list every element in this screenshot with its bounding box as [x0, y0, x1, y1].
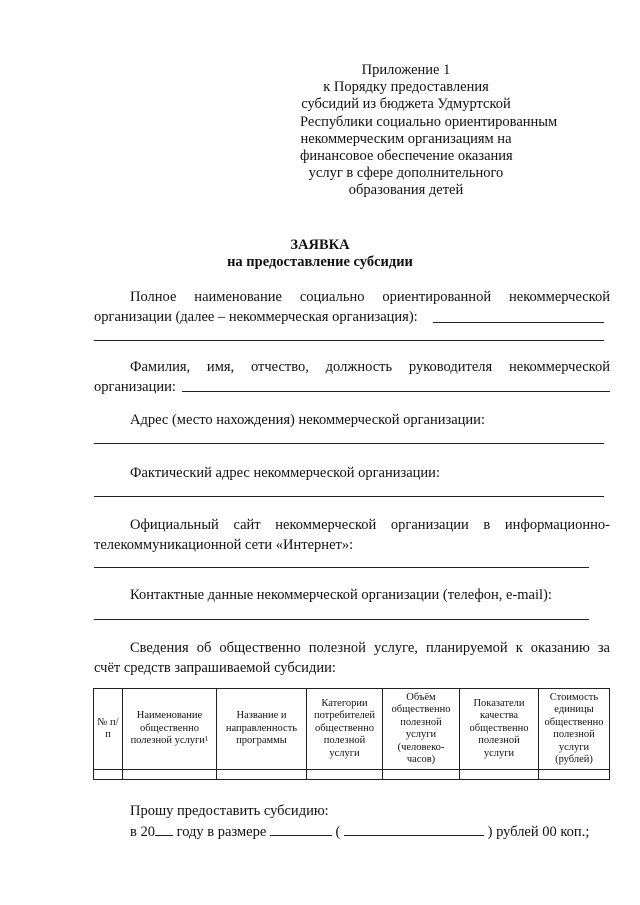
appendix-line: Республики социально ориентированным [300, 113, 558, 130]
request-line-1: Прошу предоставить субсидию: [130, 803, 329, 819]
year-suffix: году в размере [176, 824, 267, 840]
service-table [93, 688, 610, 780]
footnote-mark: 1 [204, 735, 209, 744]
table-cell[interactable] [94, 770, 123, 780]
appendix-line: Приложение 1 [361, 62, 451, 78]
contacts-label: Контактные данные некоммерческой организации (телефон, e-mail): [130, 587, 552, 603]
full-name-field[interactable] [433, 322, 604, 323]
title-sub: на предоставление субсидии [227, 254, 413, 270]
year-prefix: в 20 [130, 824, 155, 840]
appendix-line: образования детей [348, 182, 464, 199]
address-label: Адрес (место нахождения) некоммерческой организации: [130, 412, 485, 428]
col-header-quality: Показатели качества общественно полезной услуги [460, 689, 539, 770]
col-header-consumers: Категории потребителей общественно полезной услуги [307, 689, 383, 770]
appendix-line: некоммерческим организациям на [300, 130, 512, 147]
year-field[interactable] [155, 821, 173, 836]
table-row [94, 770, 610, 780]
contacts-field[interactable] [94, 619, 589, 620]
actual-address-field[interactable] [94, 496, 604, 497]
appendix-header [300, 62, 558, 200]
col-header-unit-cost: Стоимость единицы общественно полезной услуги (рублей) [539, 689, 610, 770]
full-name-section [94, 287, 610, 327]
head-label-1: Фамилия, имя, отчество, должность руководителя некоммерческой [130, 359, 610, 375]
paren-close: ) рублей 00 коп.; [487, 824, 590, 840]
appendix-line: финансовое обеспечение оказания [300, 148, 513, 165]
appendix-line: услуг в сфере дополнительного [308, 165, 504, 182]
contacts-section [94, 585, 610, 605]
table-cell[interactable] [307, 770, 383, 780]
title-main: ЗАЯВКА [290, 237, 350, 253]
table-cell[interactable] [460, 770, 539, 780]
full-name-label-2: организации (далее – некоммерческая организация): [94, 309, 418, 325]
document-title [0, 237, 640, 271]
address-section [94, 410, 610, 430]
col-header-number: № п/п [94, 689, 123, 770]
paren-open: ( [335, 824, 341, 840]
head-label-2: организации: [94, 379, 176, 395]
table-cell[interactable] [539, 770, 610, 780]
amount-words-field[interactable] [344, 821, 484, 836]
col-header-service-name: Наименование общественно полезной услуги$^1$ [123, 689, 217, 770]
full-name-label-1: Полное наименование социально ориентированной некоммерческой [130, 289, 610, 305]
table-cell[interactable] [123, 770, 217, 780]
head-field[interactable] [182, 391, 610, 392]
address-field[interactable] [94, 443, 604, 444]
table-cell[interactable] [383, 770, 460, 780]
col-header-program: Название и направленность программы [217, 689, 307, 770]
website-label-2: телекоммуникационной сети «Интернет»: [94, 537, 354, 553]
actual-address-section [94, 463, 610, 483]
request-line-2 [94, 821, 610, 842]
table-header-row [94, 689, 610, 770]
service-info-label-1: Сведения об общественно полезной услуге, планируемой к оказанию за [130, 640, 610, 656]
website-section [94, 515, 610, 555]
request-section [94, 801, 610, 842]
amount-number-field[interactable] [270, 821, 332, 836]
website-label-1: Официальный сайт некоммерческой организации в информационно- [130, 517, 610, 533]
col-header-volume: Объём общественно полезной услуги (человеко-часов) [383, 689, 460, 770]
table-cell[interactable] [217, 770, 307, 780]
appendix-line: субсидий из бюджета Удмуртской [301, 96, 511, 113]
service-info-section [94, 638, 610, 678]
full-name-field-2[interactable] [94, 340, 604, 341]
website-field[interactable] [94, 567, 589, 568]
appendix-line: к Порядку предоставления [323, 79, 489, 96]
service-info-label-2: счёт средств запрашиваемой субсидии: [94, 660, 336, 676]
actual-address-label: Фактический адрес некоммерческой организации: [130, 465, 440, 481]
